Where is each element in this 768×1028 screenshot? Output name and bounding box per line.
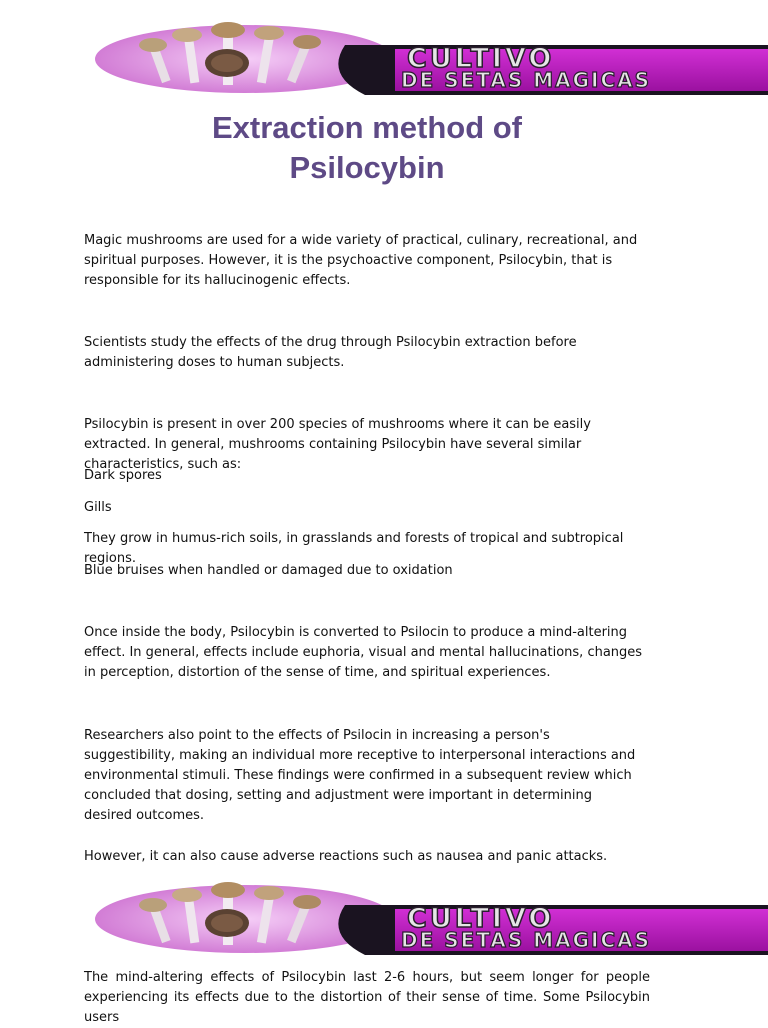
paragraph-scientists: Scientists study the effects of the drug through Psilocybin extraction before administering doses to human subjects. (84, 335, 577, 370)
paragraph-researchers: Researchers also point to the effects of Psilocin in increasing a person's suggestibility, making an individual more receptive to interpersonal interactions and environmental stimuli. These findings were confirmed in a subsequent review which concluded that dosing, setting and adjustment were important in determining desired outcomes. (84, 728, 636, 823)
paragraph-intro: Magic mushrooms are used for a wide variety of practical, culinary, recreational, and spiritual purposes. However, it is the psychoactive component, Psilocybin, that is responsible for its hallucinogenic effects. (84, 233, 638, 288)
list-item-gills: Gills (84, 500, 112, 515)
banner-line2: DE SETAS MAGICAS (401, 68, 652, 92)
banner-bottom (95, 875, 768, 955)
page-title-line2: Psilocybin (289, 150, 445, 185)
list-item-blue-bruises: Blue bruises when handled or damaged due to oxidation (84, 563, 453, 578)
list-item-habitat: They grow in humus-rich soils, in grasslands and forests of tropical and subtropical regions. (84, 531, 624, 566)
banner-logo-image-2 (95, 875, 768, 955)
paragraph-duration: The mind-altering effects of Psilocybin last 2-6 hours, but seem longer for people experiencing its effects due to the distortion of their sense of time. Some Psilocybin users (84, 970, 650, 1025)
banner-line1: CULTIVO (407, 43, 555, 74)
banner-line1-2: CULTIVO (407, 903, 555, 934)
paragraph-psilocin: Once inside the body, Psilocybin is converted to Psilocin to produce a mind-altering effect. In general, effects include euphoria, visual and mental hallucinations, changes in perception, distortion of the sense of time, and spiritual experiences. (84, 625, 643, 680)
paragraph-adverse: However, it can also cause adverse reactions such as nausea and panic attacks. (84, 849, 608, 864)
page-title (0, 108, 734, 188)
page-title-line1: Extraction method of (211, 110, 522, 145)
paragraph-species: Psilocybin is present in over 200 species of mushrooms where it can be easily extracted. In general, mushrooms containing Psilocybin have several similar characteristics, such as: (84, 417, 591, 472)
banner-logo-image (95, 15, 768, 95)
banner-top (95, 15, 768, 95)
banner-line2-2: DE SETAS MAGICAS (401, 928, 652, 952)
list-item-dark-spores: Dark spores (84, 468, 162, 483)
